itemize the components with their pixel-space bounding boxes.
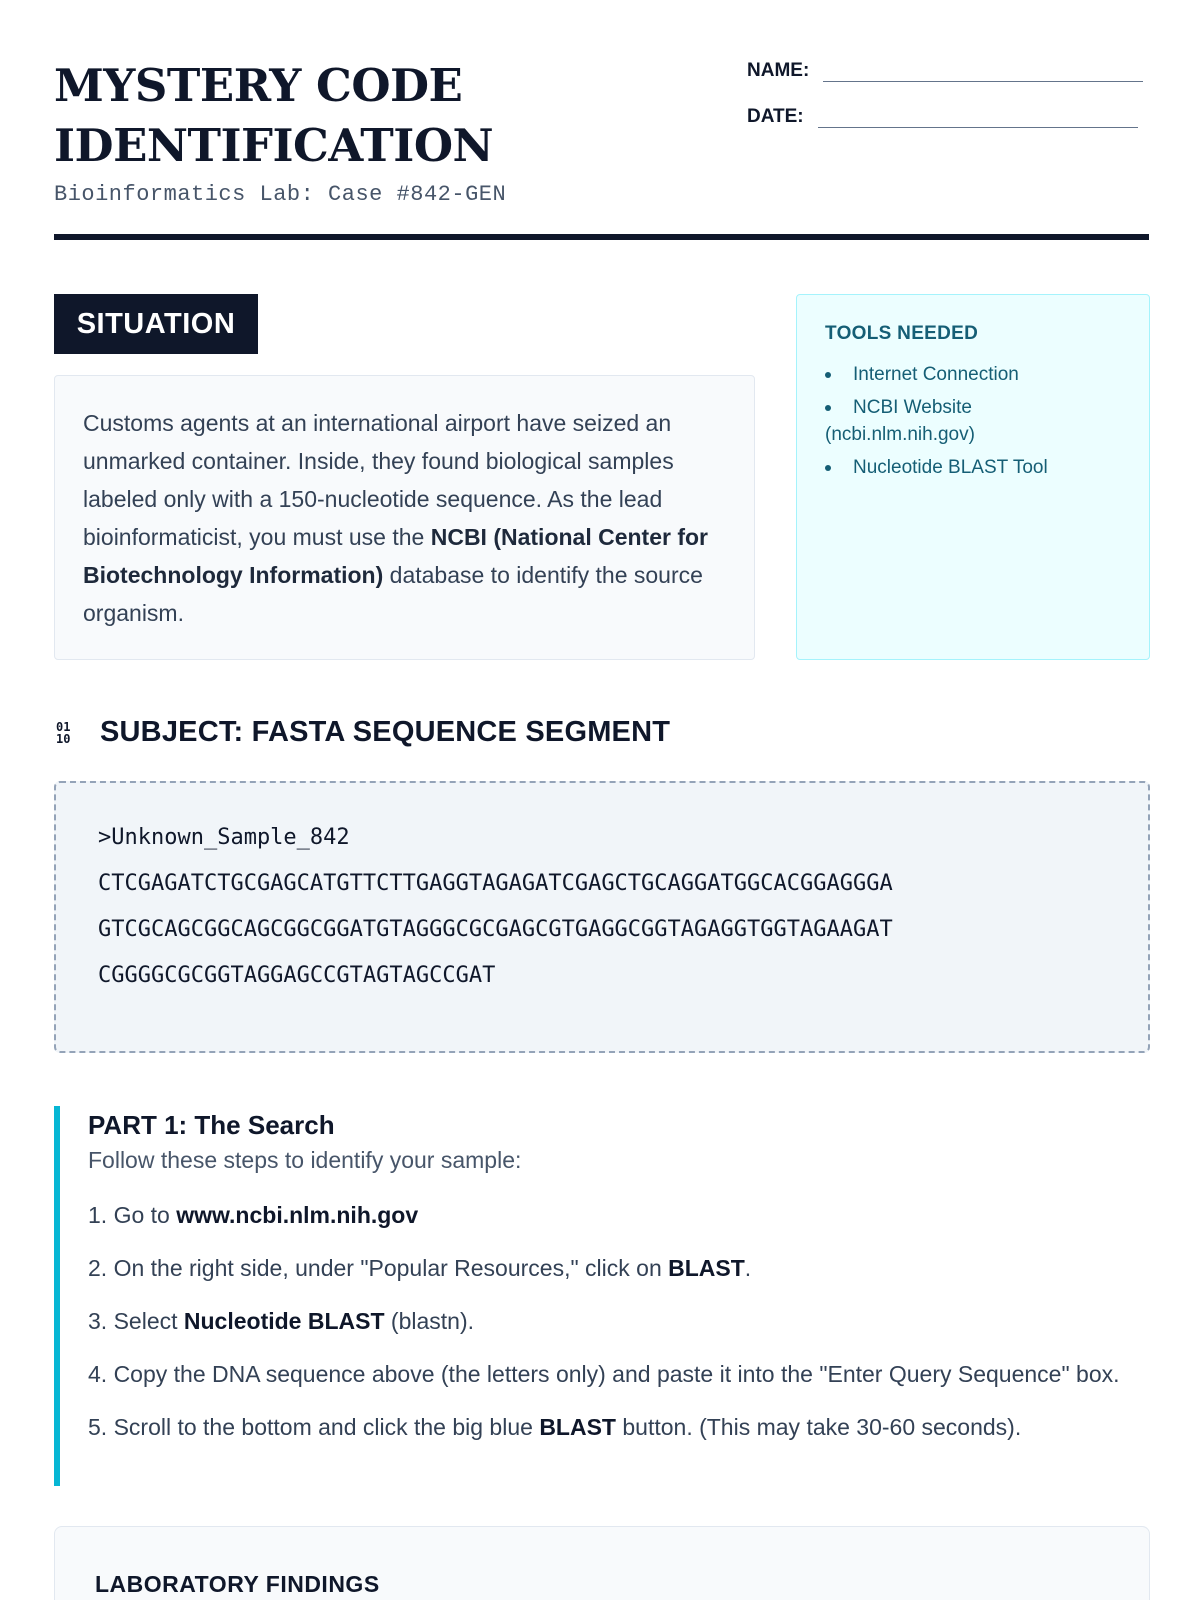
fasta-sequence-box	[54, 781, 1150, 1053]
situation-heading: SITUATION	[54, 294, 258, 354]
step-item	[88, 1251, 1150, 1285]
step-text: 1. Go to	[88, 1202, 177, 1228]
step-item	[88, 1304, 1150, 1338]
situation-box	[54, 375, 755, 660]
fasta-header: >Unknown_Sample_842	[98, 825, 350, 850]
part1-title: PART 1: The Search	[88, 1110, 335, 1140]
situation-text-2: database to identify the source organism.	[83, 562, 703, 626]
title-line-1: MYSTERY CODE	[54, 59, 463, 112]
sequence-line: CGGGGCGCGGTAGGAGCCGTAGTAGCCGAT	[98, 963, 496, 988]
date-label: DATE:	[747, 106, 804, 127]
findings-title: LABORATORY FINDINGS	[95, 1571, 380, 1597]
sequence-line: GTCGCAGCGGCAGCGGCGGATGTAGGGCGCGAGCGTGAGGCGGTAGAGGTGGTAGAAGAT	[98, 917, 893, 942]
binary-icon: 01 10	[56, 719, 71, 746]
step-text: (blastn).	[384, 1308, 474, 1334]
part1-section	[54, 1106, 1150, 1486]
header-divider	[54, 234, 1149, 240]
step-emphasis: BLAST	[668, 1255, 745, 1281]
worksheet-header	[54, 56, 1149, 242]
subject-title: SUBJECT: FASTA SEQUENCE SEGMENT	[100, 716, 671, 748]
worksheet-title	[54, 56, 694, 176]
step-text: 2. On the right side, under "Popular Resources," click on	[88, 1255, 669, 1281]
tool-item: Nucleotide BLAST Tool	[825, 454, 1121, 481]
part1-subtitle: Follow these steps to identify your sample:	[88, 1147, 522, 1173]
step-item	[88, 1198, 1150, 1232]
step-text: .	[744, 1255, 752, 1281]
situation-text-bold: NCBI (National Center for Biotechnology Information)	[83, 524, 709, 588]
tools-list	[825, 361, 1121, 481]
step-link-text: www.ncbi.nlm.nih.gov	[176, 1202, 419, 1228]
sequence-line: CTCGAGATCTGCGAGCATGTTCTTGAGGTAGAGATCGAGCTGCAGGATGGCACGGAGGGA	[98, 871, 893, 896]
step-emphasis: BLAST	[539, 1414, 616, 1440]
tool-item: NCBI Website (ncbi.nlm.nih.gov)	[825, 394, 1121, 448]
laboratory-findings-box	[54, 1526, 1150, 1600]
name-line[interactable]	[823, 60, 1143, 82]
step-emphasis: Nucleotide BLAST	[183, 1308, 385, 1334]
subject-heading	[56, 716, 670, 749]
tool-item: Internet Connection	[825, 361, 1121, 388]
step-item	[88, 1410, 1150, 1444]
step-text: 5. Scroll to the bottom and click the big blue	[88, 1414, 540, 1440]
step-text: 3. Select	[88, 1308, 184, 1334]
tools-needed-box	[796, 294, 1150, 660]
title-line-2: IDENTIFICATION	[54, 119, 494, 172]
date-line[interactable]	[818, 106, 1138, 128]
date-field	[747, 106, 1138, 128]
steps-list	[88, 1198, 1150, 1444]
tools-title: TOOLS NEEDED	[825, 323, 979, 344]
step-text: button. (This may take 30-60 seconds).	[615, 1414, 1022, 1440]
name-field	[747, 60, 1143, 82]
situation-text-1: Customs agents at an international airport have seized an unmarked container. Inside, they found biological samples labeled only with a 150-nucleotide sequence. As the lead bioinformaticist, you must use the	[83, 410, 674, 550]
step-text: 4. Copy the DNA sequence above (the letters only) and paste it into the "Enter Query Sequence" box.	[88, 1361, 1120, 1387]
name-label: NAME:	[747, 60, 810, 81]
case-subtitle: Bioinformatics Lab: Case #842-GEN	[54, 182, 507, 207]
step-item	[88, 1357, 1150, 1391]
